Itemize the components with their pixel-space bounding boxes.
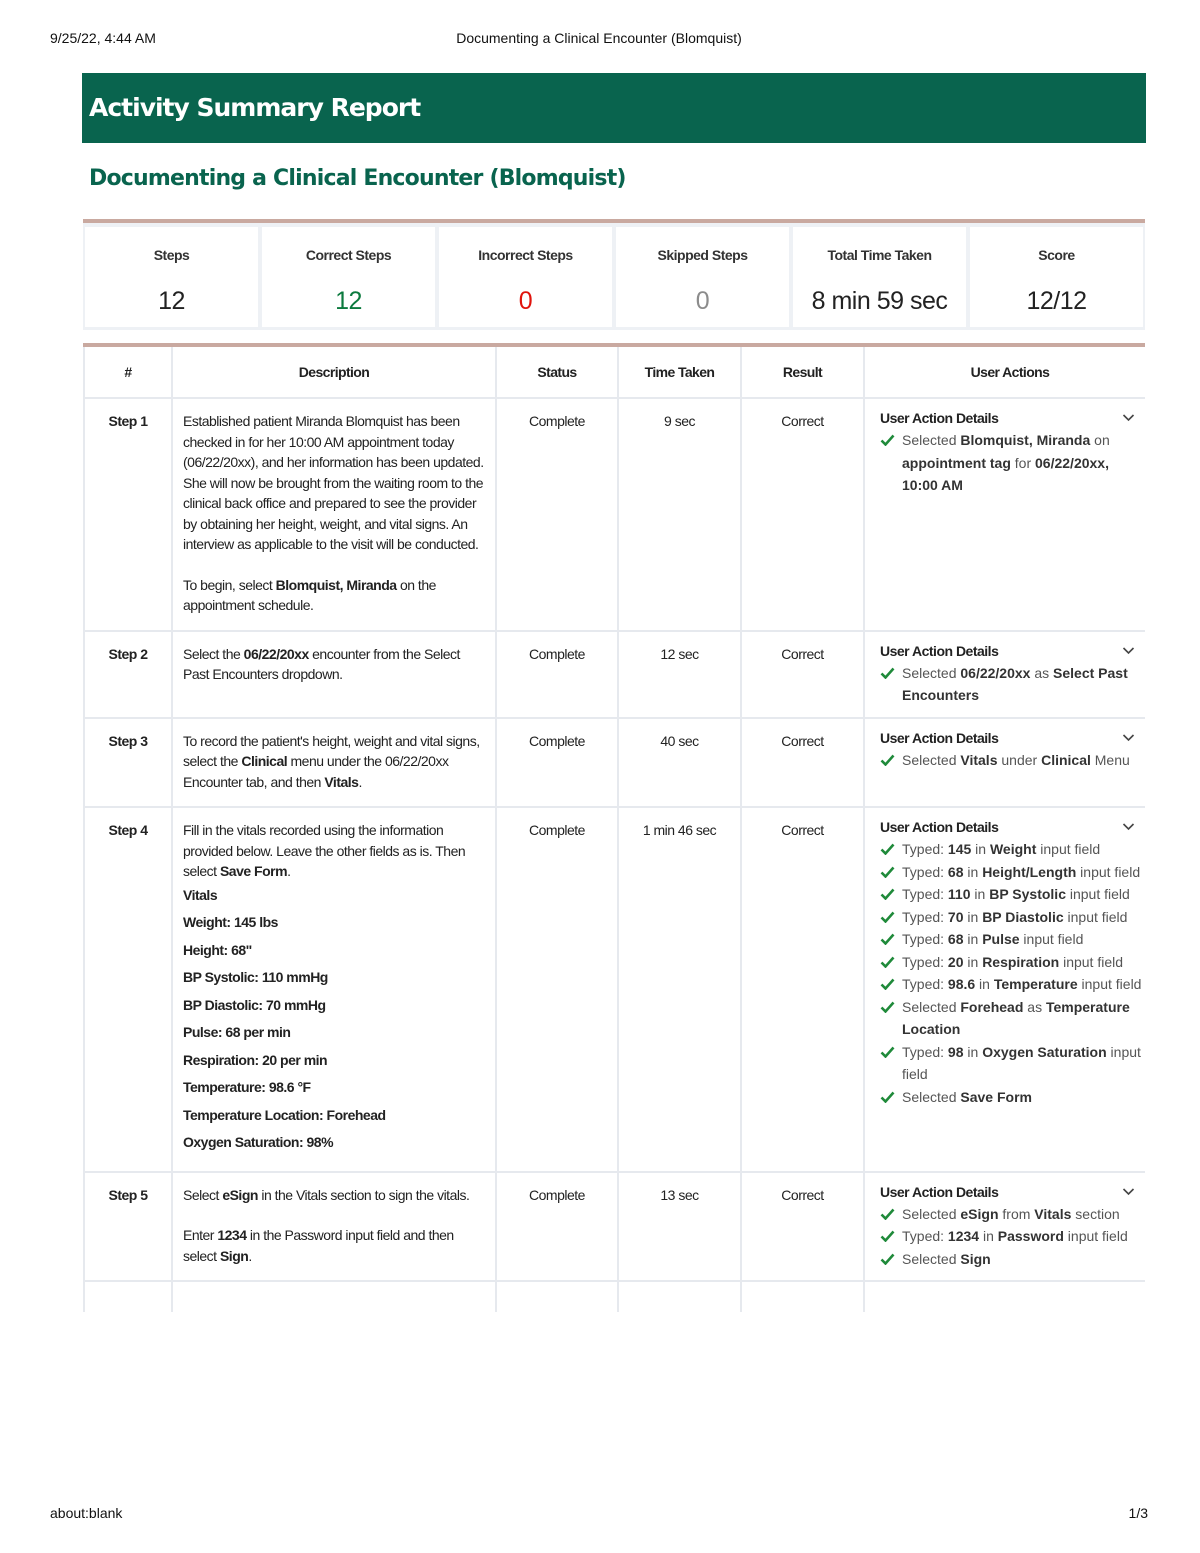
chevron-down-icon[interactable]: [1122, 820, 1135, 833]
summary-value: 12/12: [1026, 287, 1087, 315]
user-action-item: Typed: 145 in Weight input field: [880, 838, 1143, 861]
description-text: Fill in the vitals recorded using the information provided below. Leave the other fields as is. Then select Save Form.: [183, 822, 466, 879]
step-time-taken: 40 sec: [619, 719, 740, 807]
user-action-details-toggle[interactable]: User Action Details: [880, 1181, 1143, 1203]
vitals-item: Pulse: 68 per min: [183, 1024, 291, 1040]
user-action-details-toggle[interactable]: User Action Details: [880, 407, 1143, 429]
step-number: Step 3: [85, 719, 171, 807]
description-text: Select eSign in the Vitals section to sign the vitals.: [183, 1186, 470, 1203]
summary-incorrect-steps: [439, 227, 612, 327]
chevron-down-icon[interactable]: [1122, 731, 1135, 744]
chevron-down-icon[interactable]: [1122, 1185, 1135, 1198]
description-text: Select the 06/22/20xx encounter from the Select Past Encounters dropdown.: [183, 645, 460, 682]
continued-row-cell: [619, 1282, 740, 1312]
user-action-details-toggle[interactable]: User Action Details: [880, 640, 1143, 662]
page-number: 1/3: [1128, 1505, 1148, 1521]
vitals-item: BP Diastolic: 70 mmHg: [183, 996, 326, 1013]
vitals-item: BP Systolic: 110 mmHg: [183, 969, 328, 985]
summary-label: Total Time Taken: [827, 247, 932, 263]
checkmark-icon: [880, 933, 895, 945]
chevron-down-icon[interactable]: [1122, 644, 1135, 657]
continued-row-cell: [865, 1282, 1145, 1312]
checkmark-icon: [880, 911, 895, 923]
user-action-item: Selected Sign: [880, 1248, 1143, 1271]
user-action-details-toggle[interactable]: User Action Details: [880, 727, 1143, 749]
report-banner: Activity Summary Report: [82, 73, 1146, 143]
step-status: Complete: [497, 719, 617, 807]
user-action-item: Typed: 20 in Respiration input field: [880, 951, 1143, 974]
user-action-item: Typed: 68 in Height/Length input field: [880, 861, 1143, 884]
continued-row-cell: [497, 1282, 617, 1312]
print-url: about:blank: [50, 1505, 123, 1521]
checkmark-icon: [880, 1208, 895, 1220]
user-action-item: Typed: 98.6 in Temperature input field: [880, 973, 1143, 996]
user-action-details-toggle[interactable]: User Action Details: [880, 816, 1143, 838]
continued-row-cell: [173, 1282, 495, 1312]
column-header-status: Status: [497, 347, 617, 397]
user-action-item: Selected eSign from Vitals section: [880, 1203, 1143, 1226]
checkmark-icon: [880, 1046, 895, 1058]
user-action-item: Selected Vitals under Clinical Menu: [880, 749, 1143, 772]
user-actions-cell: [865, 1173, 1145, 1281]
user-action-item: Selected Blomquist, Miranda on appointment tag for 06/22/20xx, 10:00 AM: [880, 429, 1143, 497]
summary-label: Steps: [153, 247, 190, 263]
step-description: [173, 1173, 495, 1281]
checkmark-icon: [880, 956, 895, 968]
checkmark-icon: [880, 1253, 895, 1265]
step-description: [173, 632, 495, 717]
user-action-item: Typed: 110 in BP Systolic input field: [880, 883, 1143, 906]
summary-value: 12: [158, 287, 185, 315]
step-number: Step 2: [85, 632, 171, 717]
print-footer: [50, 1505, 1148, 1525]
summary-score: [970, 227, 1143, 327]
summary-total-time: [793, 227, 966, 327]
step-description: [173, 719, 495, 807]
user-action-item: Typed: 1234 in Password input field: [880, 1225, 1143, 1248]
summary-value: 8 min 59 sec: [811, 287, 948, 315]
step-status: Complete: [497, 399, 617, 630]
checkmark-icon: [880, 1091, 895, 1103]
user-actions-cell: [865, 719, 1145, 807]
description-text: To begin, select Blomquist, Miranda on the appointment schedule.: [183, 576, 436, 613]
vitals-heading: Vitals: [183, 886, 218, 903]
summary-value: 0: [695, 287, 710, 315]
checkmark-icon: [880, 888, 895, 900]
step-status: Complete: [497, 632, 617, 717]
summary-label: Incorrect Steps: [478, 247, 573, 263]
description-text: Enter 1234 in the Password input field and then select Sign.: [183, 1227, 454, 1264]
vitals-list: [183, 882, 485, 1157]
summary-skipped-steps: [616, 227, 789, 327]
vitals-item: Respiration: 20 per min: [183, 1051, 328, 1068]
checkmark-icon: [880, 1001, 895, 1013]
summary-label: Correct Steps: [305, 247, 392, 263]
vitals-item: Weight: 145 lbs: [183, 914, 278, 930]
column-header-time-taken: Time Taken: [619, 347, 740, 397]
checkmark-icon: [880, 754, 895, 766]
checkmark-icon: [880, 1230, 895, 1242]
step-result: Correct: [742, 719, 863, 807]
step-result: Correct: [742, 1173, 863, 1281]
step-time-taken: 12 sec: [619, 632, 740, 717]
step-number: Step 1: [85, 399, 171, 630]
description-text: To record the patient's height, weight and vital signs, select the Clinical menu under the 06/22/20xx Encounter tab, and then Vitals.: [183, 732, 480, 790]
summary-value: 12: [335, 287, 362, 315]
summary-steps: [85, 227, 258, 327]
steps-table: [83, 343, 1145, 1505]
user-action-item: Selected Forehead as Temperature Location: [880, 996, 1143, 1041]
user-action-item: Selected Save Form: [880, 1086, 1143, 1109]
step-number: Step 5: [85, 1173, 171, 1281]
step-status: Complete: [497, 808, 617, 1171]
user-action-item: Typed: 70 in BP Diastolic input field: [880, 906, 1143, 929]
step-number: Step 4: [85, 808, 171, 1171]
step-result: Correct: [742, 632, 863, 717]
vitals-item: Temperature: 98.6 °F: [183, 1079, 311, 1095]
user-actions-cell: [865, 808, 1145, 1171]
step-status: Complete: [497, 1173, 617, 1281]
chevron-down-icon[interactable]: [1122, 411, 1135, 424]
summary-label: Skipped Steps: [657, 247, 748, 263]
column-header-user-actions: User Actions: [865, 347, 1145, 397]
vitals-item: Oxygen Saturation: 98%: [183, 1134, 334, 1150]
step-time-taken: 1 min 46 sec: [619, 808, 740, 1171]
summary-label: Score: [1038, 247, 1075, 263]
column-header-description: Description: [173, 347, 495, 397]
activity-title: Documenting a Clinical Encounter (Blomquist): [89, 166, 626, 191]
checkmark-icon: [880, 434, 895, 446]
continued-row-cell: [742, 1282, 863, 1312]
step-time-taken: 9 sec: [619, 399, 740, 630]
checkmark-icon: [880, 667, 895, 679]
summary-panel: [83, 219, 1145, 330]
summary-correct-steps: [262, 227, 435, 327]
print-date: 9/25/22, 4:44 AM: [50, 30, 156, 46]
vitals-item: Temperature Location: Forehead: [183, 1106, 386, 1123]
checkmark-icon: [880, 843, 895, 855]
step-result: Correct: [742, 808, 863, 1171]
user-action-item: Selected 06/22/20xx as Select Past Encounters: [880, 662, 1143, 707]
user-action-item: Typed: 68 in Pulse input field: [880, 928, 1143, 951]
user-action-item: Typed: 98 in Oxygen Saturation input field: [880, 1041, 1143, 1086]
step-result: Correct: [742, 399, 863, 630]
print-doc-title: Documenting a Clinical Encounter (Blomquist): [456, 30, 742, 46]
step-description: [173, 808, 495, 1171]
checkmark-icon: [880, 866, 895, 878]
user-actions-cell: [865, 632, 1145, 717]
user-actions-cell: [865, 399, 1145, 630]
summary-value: 0: [518, 287, 533, 315]
description-text: Established patient Miranda Blomquist has been checked in for her 10:00 AM appointment today (06/22/20xx), and her information has been updated. She will now be brought from the waiting room to the clinical back office and prepared to see the provider by obtaining her height, weight, and vital signs. An interview as applicable to the visit will be conducted.: [183, 413, 484, 552]
checkmark-icon: [880, 978, 895, 990]
vitals-item: Height: 68": [183, 941, 252, 958]
continued-row-cell: [85, 1282, 171, 1312]
step-time-taken: 13 sec: [619, 1173, 740, 1281]
column-header-result: Result: [742, 347, 863, 397]
column-header-number: #: [85, 347, 171, 397]
print-header: [50, 30, 1148, 50]
step-description: [173, 399, 495, 630]
